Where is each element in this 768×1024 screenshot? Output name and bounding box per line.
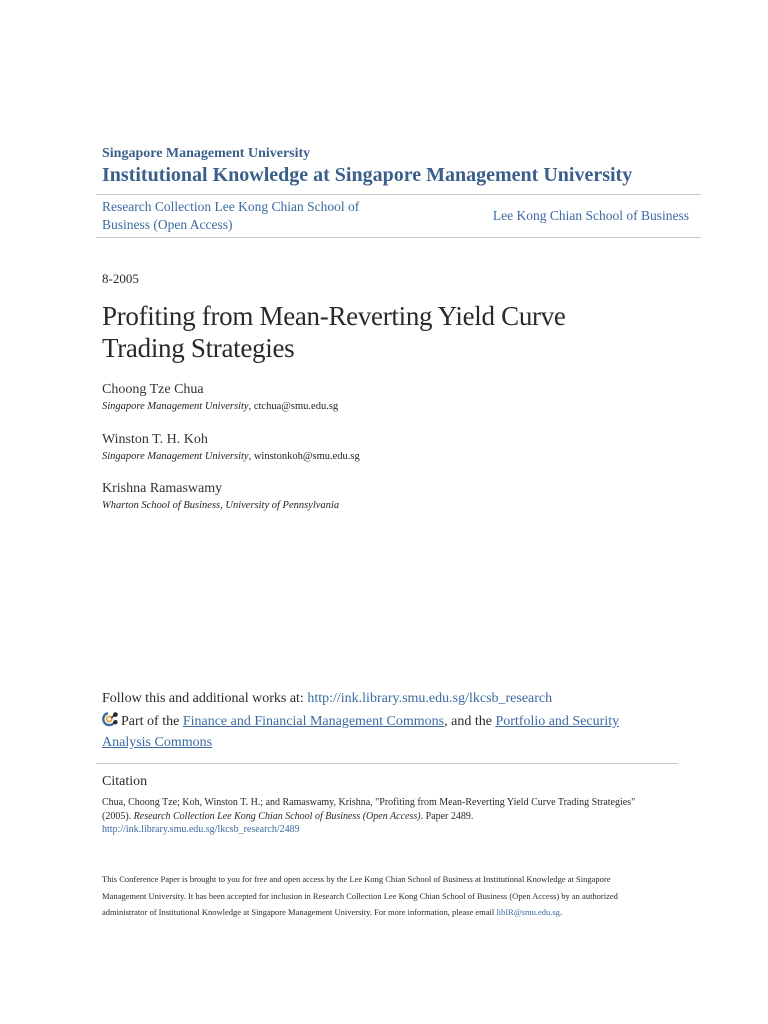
- author-email: ctchua@smu.edu.sg: [253, 401, 339, 412]
- repository-name[interactable]: Institutional Knowledge at Singapore Management University: [102, 164, 633, 186]
- affiliation-name: Singapore Management University: [102, 451, 249, 462]
- part-of-line: [102, 711, 662, 752]
- citation-body: [102, 796, 682, 837]
- university-name[interactable]: Singapore Management University: [102, 146, 311, 161]
- divider-bottom: [96, 237, 701, 238]
- finance-commons-link[interactable]: Finance and Financial Management Commons: [182, 714, 445, 729]
- portfolio-link-line2: Analysis Commons: [102, 735, 213, 750]
- citation-collection: Research Collection Lee Kong Chian School of Business (Open Access): [133, 810, 421, 822]
- collection-line1: Research Collection Lee Kong Chian School of: [102, 199, 360, 214]
- affiliation-name: Singapore Management University: [102, 401, 249, 412]
- citation-year: (2005).: [102, 810, 134, 822]
- collection-link[interactable]: [102, 198, 402, 234]
- author-affiliation: [102, 499, 339, 513]
- author-block-3: [102, 480, 339, 513]
- title-line1: Profiting from Mean-Reverting Yield Curve: [102, 301, 566, 331]
- follow-line: [102, 689, 662, 708]
- citation-line1: Chua, Choong Tze; Koh, Winston T. H.; and Ramaswamy, Krishna, "Profiting from Mean-Reverting Yield Curve Trading Strategies": [102, 797, 636, 808]
- notice-line1: This Conference Paper is brought to you for free and open access by the Lee Kong Chian School of Business at Institutional Knowledge at Singapore: [102, 874, 611, 884]
- citation-heading: Citation: [102, 774, 148, 789]
- citation-line2: [102, 810, 682, 824]
- notice-line2: Management University. It has been accepted for inclusion in Research Collection Lee Kong Chian School of Business (Open Access) by an authorized: [102, 890, 618, 901]
- follow-text: Follow this and additional works at:: [102, 691, 308, 706]
- author-name: Winston T. H. Koh: [102, 432, 208, 447]
- commons-network-icon: [102, 711, 120, 733]
- publication-date: 8-2005: [102, 271, 139, 286]
- author-block-2: [102, 431, 360, 464]
- affiliation-separator: ,: [248, 451, 254, 462]
- author-email: winstonkoh@smu.edu.sg: [253, 451, 360, 462]
- affiliation-separator: ,: [248, 401, 254, 412]
- notice-line3-end: .: [559, 907, 563, 917]
- title-line2: Trading Strategies: [102, 333, 295, 363]
- citation-paper-number: . Paper 2489.: [420, 810, 474, 822]
- portfolio-link-line1: Portfolio and Security: [495, 714, 620, 729]
- notice-line3: [102, 904, 672, 921]
- author-affiliation: [102, 400, 338, 414]
- follow-url-link[interactable]: http://ink.library.smu.edu.sg/lkcsb_research: [307, 691, 553, 706]
- author-name: Krishna Ramaswamy: [102, 481, 223, 496]
- author-block-1: [102, 381, 338, 414]
- school-link[interactable]: Lee Kong Chian School of Business: [492, 208, 689, 223]
- author-name: Choong Tze Chua: [102, 382, 204, 397]
- open-access-notice: [102, 871, 672, 921]
- citation-url-link[interactable]: http://ink.library.smu.edu.sg/lkcsb_research/2489: [102, 824, 300, 835]
- part-of-middle: , and the: [444, 714, 496, 729]
- paper-title: [102, 300, 662, 364]
- author-affiliation: [102, 450, 360, 464]
- collection-line2: Business (Open Access): [102, 217, 233, 232]
- part-of-prefix: Part of the: [121, 714, 183, 729]
- repository-header: [102, 146, 702, 187]
- affiliation-name: Wharton School of Business, University of Pennsylvania: [102, 500, 340, 511]
- divider-citation: [96, 763, 678, 764]
- divider-top: [96, 194, 701, 195]
- notice-line3-text: administrator of Institutional Knowledge at Singapore Management University. For more information, please email: [102, 907, 497, 917]
- contact-email-link[interactable]: libIR@smu.edu.sg: [496, 907, 560, 917]
